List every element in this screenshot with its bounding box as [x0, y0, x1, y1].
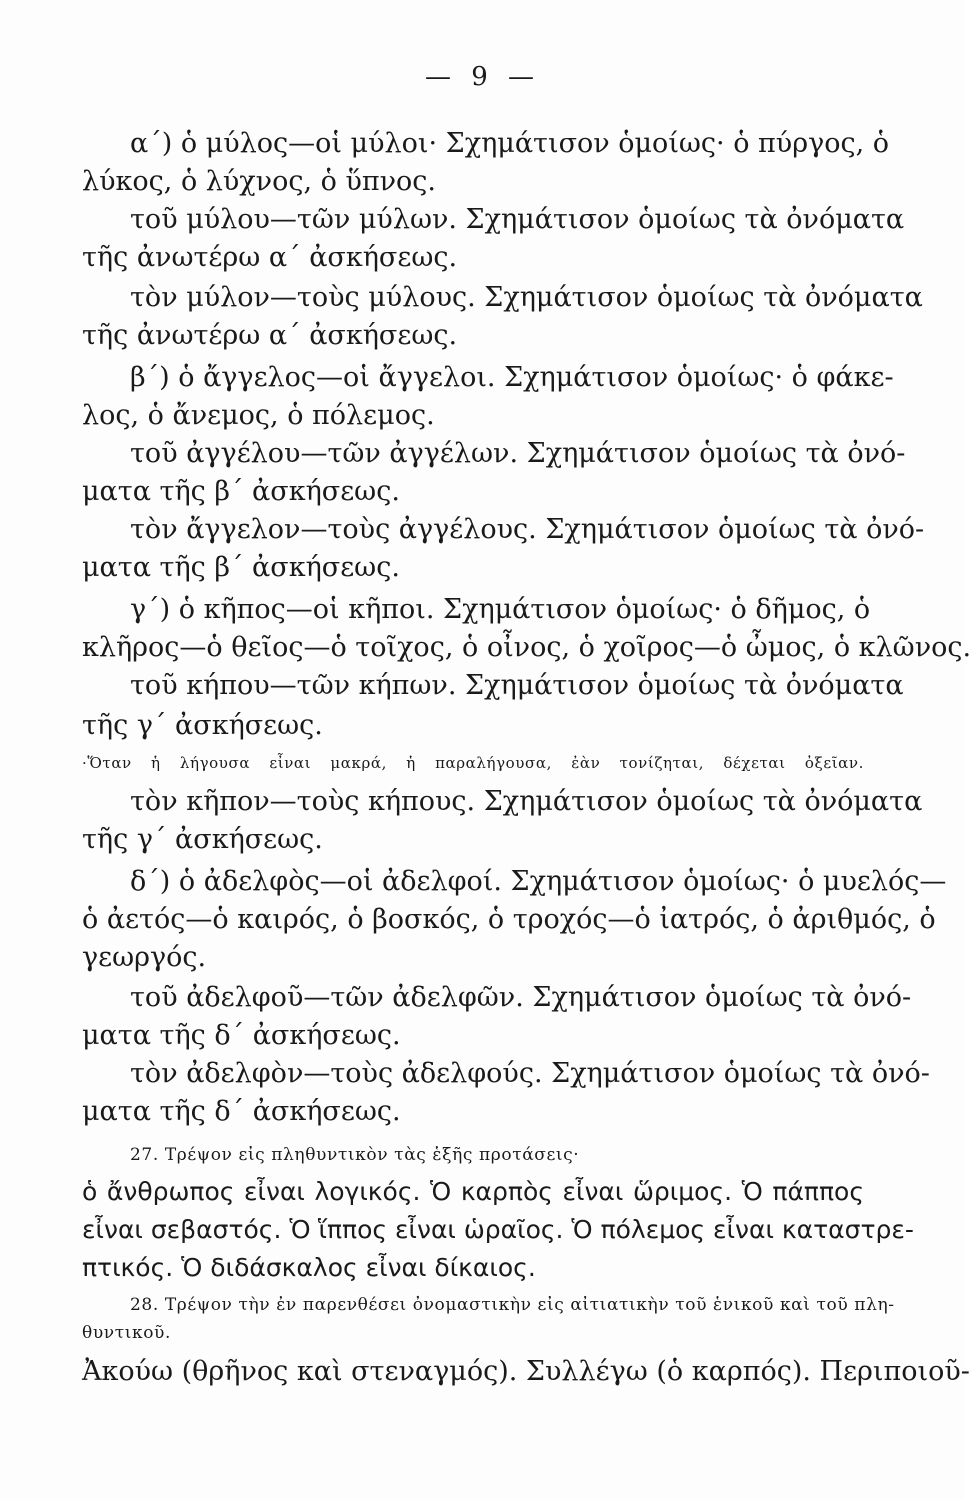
- page-number: — 9 —: [424, 62, 541, 92]
- text-line: ματα τῆς δ΄ ἀσκήσεως.: [82, 1096, 401, 1127]
- text-line: τῆς ἀνωτέρω α΄ ἀσκήσεως.: [82, 320, 458, 351]
- exercise-heading-27: 27. Τρέψον εἰς πληθυντικὸν τὰς ἑξῆς προτάσεις·: [130, 1145, 580, 1165]
- text-line: ὁ ἀετός—ὁ καιρός, ὁ βοσκός, ὁ τροχός—ὁ ἰατρός, ὁ ἀριθμός, ὁ: [82, 904, 936, 935]
- text-line: λύκος, ὁ λύχνος, ὁ ὕπνος.: [82, 166, 436, 197]
- text-line: τοῦ κήπου—τῶν κήπων. Σχημάτισον ὁμοίως τὰ ὀνόματα: [130, 670, 904, 701]
- text-line: γεωργός.: [82, 942, 207, 973]
- text-line: τῆς ἀνωτέρω α΄ ἀσκήσεως.: [82, 242, 458, 273]
- text-line: τῆς γ΄ ἀσκήσεως.: [82, 824, 323, 855]
- exercise-text-line: ὁ ἄνθρωπος εἶναι λογικός. Ὁ καρπὸς εἶναι ὥριμος. Ὁ πάππος: [82, 1177, 864, 1206]
- exercise-text-line: πτικός. Ὁ διδάσκαλος εἶναι δίκαιος.: [82, 1253, 536, 1282]
- text-line: δ΄) ὁ ἀδελφὸς—οἱ ἀδελφοί. Σχημάτισον ὁμοίως· ὁ μυελός—: [130, 866, 947, 897]
- exercise-heading-28-cont: θυντικοῦ.: [82, 1323, 171, 1343]
- text-line: ματα τῆς β΄ ἀσκήσεως.: [82, 476, 400, 507]
- text-line: τοῦ ἀδελφοῦ—τῶν ἀδελφῶν. Σχημάτισον ὁμοίως τὰ ὀνό-: [130, 982, 912, 1013]
- exercise-text-line: εἶναι σεβαστός. Ὁ ἵππος εἶναι ὡραῖος. Ὁ πόλεμος εἶναι καταστρε-: [82, 1215, 914, 1244]
- text-line: τὸν κῆπον—τοὺς κήπους. Σχημάτισον ὁμοίως τὰ ὀνόματα: [130, 786, 923, 817]
- text-line: λος, ὁ ἄνεμος, ὁ πόλεμος.: [82, 400, 435, 431]
- exercise-heading-28: 28. Τρέψον τὴν ἐν παρενθέσει ὀνομαστικὴν εἰς αἰτιατικὴν τοῦ ἑνικοῦ καὶ τοῦ πλη-: [130, 1295, 895, 1315]
- text-line: ματα τῆς δ΄ ἀσκήσεως.: [82, 1020, 401, 1051]
- text-line: α΄) ὁ μύλος—οἱ μύλοι· Σχημάτισον ὁμοίως· ὁ πύργος, ὁ: [130, 128, 890, 159]
- text-line: ματα τῆς β΄ ἀσκήσεως.: [82, 552, 400, 583]
- text-line: β΄) ὁ ἄγγελος—οἱ ἄγγελοι. Σχημάτισον ὁμοίως· ὁ φάκε-: [130, 362, 894, 393]
- text-line: τὸν μύλον—τοὺς μύλους. Σχημάτισον ὁμοίως τὰ ὀνόματα: [130, 282, 923, 313]
- text-line: τοῦ ἀγγέλου—τῶν ἀγγέλων. Σχημάτισον ὁμοίως τὰ ὀνό-: [130, 438, 906, 469]
- text-line: τὸν ἀδελφὸν—τοὺς ἀδελφούς. Σχημάτισον ὁμοίως τὰ ὀνό-: [130, 1058, 930, 1089]
- text-line: γ΄) ὁ κῆπος—οἱ κῆποι. Σχημάτισον ὁμοίως· ὁ δῆμος, ὁ: [130, 594, 871, 625]
- text-line: κλῆρος—ὁ θεῖος—ὁ τοῖχος, ὁ οἶνος, ὁ χοῖρος—ὁ ὦμος, ὁ κλῶνος.: [82, 632, 971, 663]
- footnote-line: ·Ὅταν ἡ λήγουσα εἶναι μακρά, ἡ παραλήγουσα, ἐὰν τονίζηται, δέχεται ὀξεῖαν.: [82, 754, 864, 772]
- text-line: τὸν ἄγγελον—τοὺς ἀγγέλους. Σχημάτισον ὁμοίως τὰ ὀνό-: [130, 514, 925, 545]
- text-line: Ἀκούω (θρῆνος καὶ στεναγμός). Συλλέγω (ὁ καρπός). Περιποιοῦ-: [82, 1356, 970, 1387]
- text-line: τῆς γ΄ ἀσκήσεως.: [82, 710, 323, 741]
- text-line: τοῦ μύλου—τῶν μύλων. Σχημάτισον ὁμοίως τὰ ὀνόματα: [130, 204, 905, 235]
